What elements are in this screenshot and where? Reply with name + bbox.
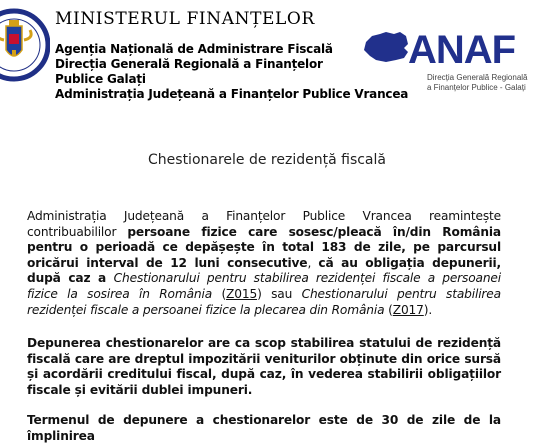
romania-coat-of-arms-logo [0, 4, 50, 86]
agency-line-dgrfp: Direcția Generală Regională a Finanțelor [55, 57, 323, 71]
link-z017[interactable]: Z017 [392, 302, 424, 317]
romania-map-icon [362, 30, 412, 64]
paragraph-purpose: Depunerea chestionarelor are ca scop stabilirea statului de rezidență fiscală care are dreptul impozitării veniturilor obținute din orice sursă și acordării creditului fiscal, după caz, în vederea stabilirii obligațiilor fiscale și evitării dublei impuneri. [27, 336, 501, 397]
form-name-departure: Chestionarului pentru stabilirea rezidenței fiscale a persoanei fizice la plecarea din România [27, 286, 501, 317]
agency-line-dgrfp-city: Publice Galați [55, 72, 146, 86]
link-z015[interactable]: Z015 [226, 286, 258, 301]
text-segment: ). [423, 302, 433, 317]
text-segment-bold: persoane fizice care sosesc/pleacă în/din România pentru o perioadă ce depășește în total 183 de zile, pe parcursul oricărui interval de 12 luni consecutive [27, 224, 502, 270]
anaf-wordmark: ANAF [408, 28, 516, 72]
text-segment: ) sau [257, 286, 302, 301]
ministry-title: MINISTERUL FINANȚELOR [55, 9, 315, 29]
agency-lines [55, 42, 408, 102]
text-segment-bold: că au obligația depunerii, după caz a [27, 255, 502, 286]
text-segment: ( [212, 286, 227, 301]
anaf-subtitle-line: a Finanțelor Publice - Galați [427, 83, 526, 92]
anaf-subtitle [427, 73, 528, 93]
anaf-logo [362, 30, 534, 94]
text-segment: Administrația Județeană a Finanțelor Publice Vrancea reamintește contribuabililor [27, 209, 501, 239]
text-segment: , [307, 255, 319, 270]
paragraph-deadline: Termenul de depunere a chestionarelor este de 30 de zile de la împlinirea [27, 413, 501, 443]
page-title: Chestionarele de rezidență fiscală [148, 152, 386, 168]
paragraph-reminder [27, 209, 501, 318]
agency-line-anaf: Agenția Națională de Administrare Fiscală [55, 42, 333, 56]
anaf-subtitle-line: Direcția Generală Regională [427, 73, 528, 82]
form-name-arrival: Chestionarului pentru stabilirea rezidenței fiscale a persoanei fizice la sosirea în România [27, 271, 502, 301]
text-segment: ( [384, 302, 393, 317]
agency-line-ajfp: Administrația Județeană a Finanțelor Publice Vrancea [55, 87, 409, 101]
